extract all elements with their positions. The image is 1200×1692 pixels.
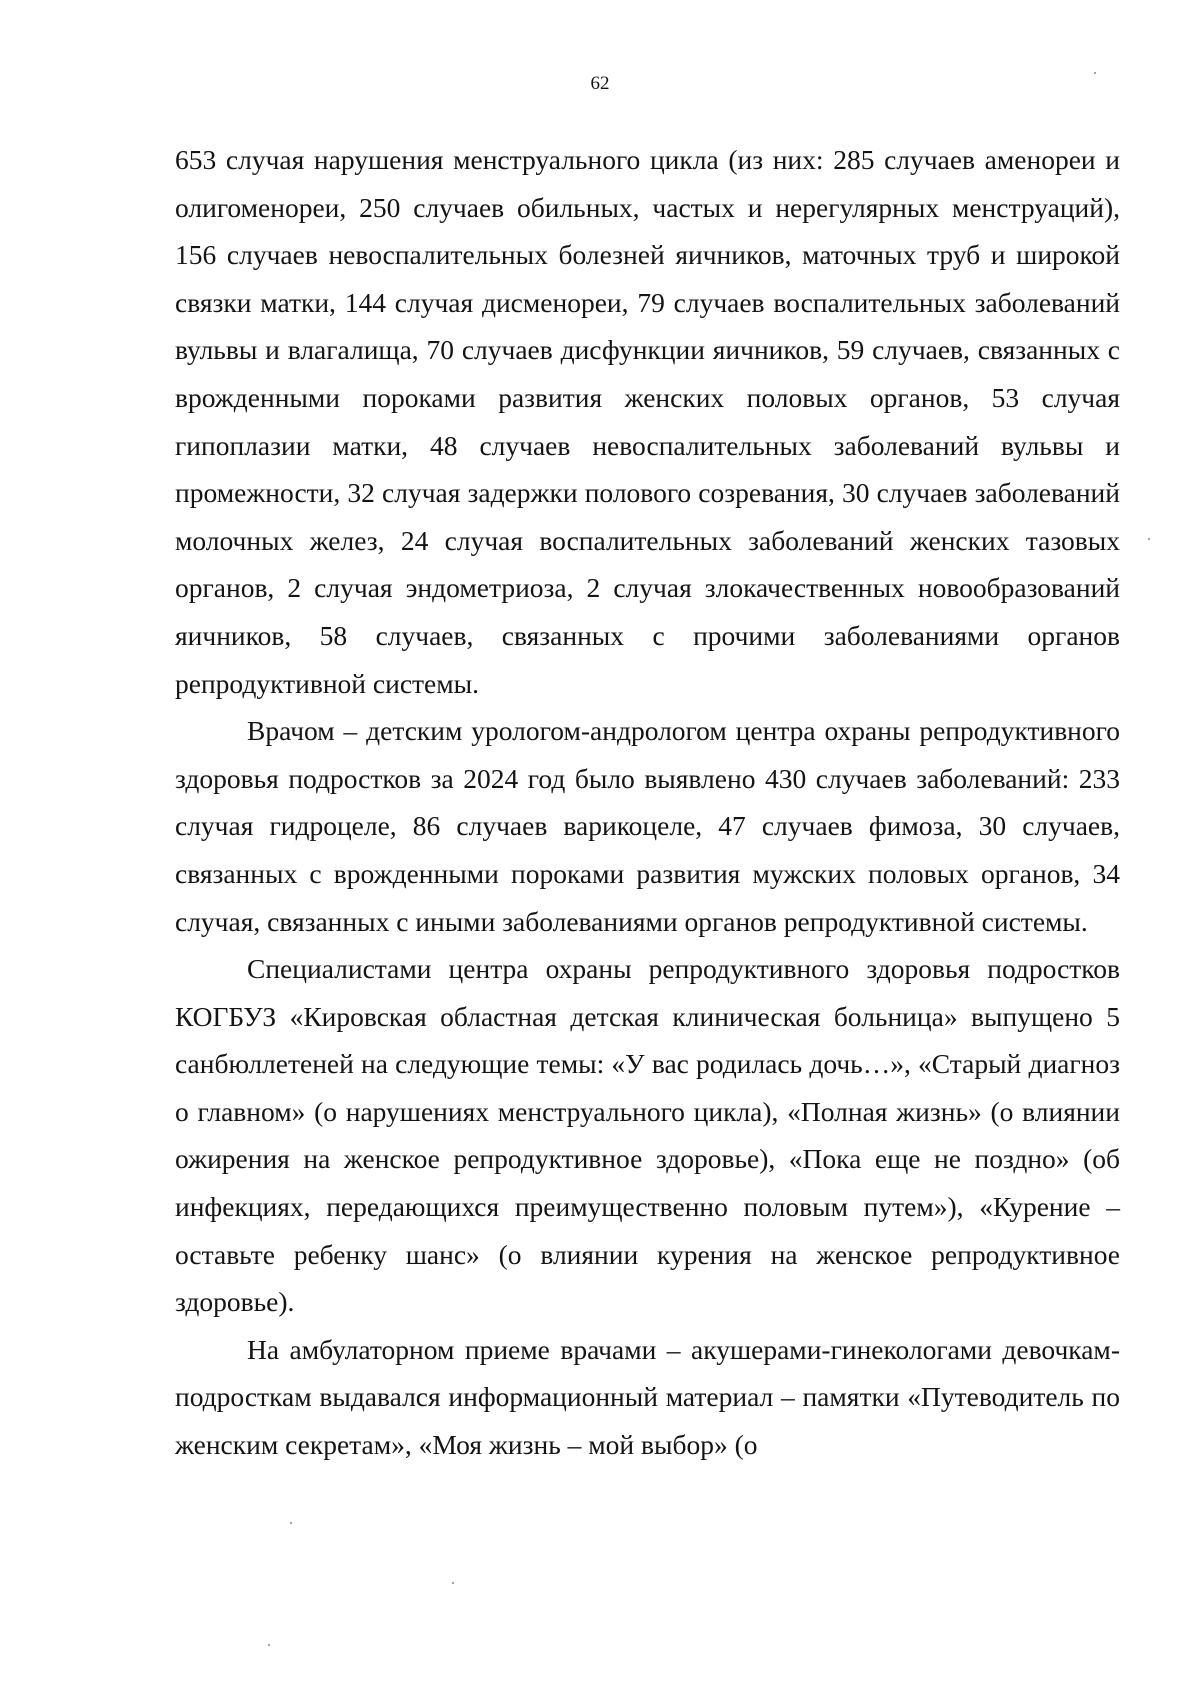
scan-speck (452, 1582, 454, 1584)
paragraph-gynecology-cases: 653 случая нарушения менструального цикла (из них: 285 случаев аменореи и олигоменореи, 250 случаев обильных, частых и нерегулярных менструаций), 156 случаев невоспалительных болезней яичников, маточных труб и широкой связки матки, 144 случая дисменореи, 79 случаев воспалительных заболеваний вульвы и влагалища, 70 случаев дисфункции яичников, 59 случаев, связанных с врожденными пороками развития женских половых органов, 53 случая гипоплазии матки, 48 случаев невоспалительных заболеваний вульвы и промежности, 32 случая задержки полового созревания, 30 случаев заболеваний молочных желез, 24 случая воспалительных заболеваний женских тазовых органов, 2 случая эндометриоза, 2 случая злокачественных новообразований яичников, 58 случаев, связанных с прочими заболеваниями органов репродуктивной системы. (175, 144, 1120, 699)
scan-speck (1094, 72, 1096, 74)
paragraph-urology-cases: Врачом – детским урологом-андрологом центра охраны репродуктивного здоровья подростков за 2024 год было выявлено 430 случаев заболеваний: 233 случая гидроцеле, 86 случаев варикоцеле, 47 случаев фимоза, 30 случаев, связанных с врожденными пороками развития мужских половых органов, 34 случая, связанных с иными заболеваниями органов репродуктивной системы. (175, 715, 1120, 937)
body-text (175, 136, 1120, 1469)
paragraph-information-materials: На амбулаторном приеме врачами – акушерами-гинекологами девочкам-подросткам выдавался информационный материал – памятки «Путеводитель по женским секретам», «Моя жизнь – мой выбор» (о (175, 1333, 1120, 1461)
page-number: 62 (590, 73, 610, 94)
paragraph-health-bulletins: Специалистами центра охраны репродуктивного здоровья подростков КОГБУЗ «Кировская областная детская клиническая больница» выпущено 5 санбюллетеней на следующие темы: «У вас родилась дочь…», «Старый диагноз о главном» (о нарушениях менструального цикла), «Полная жизнь» (о влиянии ожирения на женское репродуктивное здоровье), «Пока еще не поздно» (об инфекциях, передающихся преимущественно половым путем»), «Курение – оставьте ребенку шанс» (о влиянии курения на женское репродуктивное здоровье). (175, 953, 1120, 1318)
scan-speck (268, 1644, 270, 1646)
scan-speck (1148, 538, 1150, 540)
scan-speck (290, 1522, 292, 1524)
